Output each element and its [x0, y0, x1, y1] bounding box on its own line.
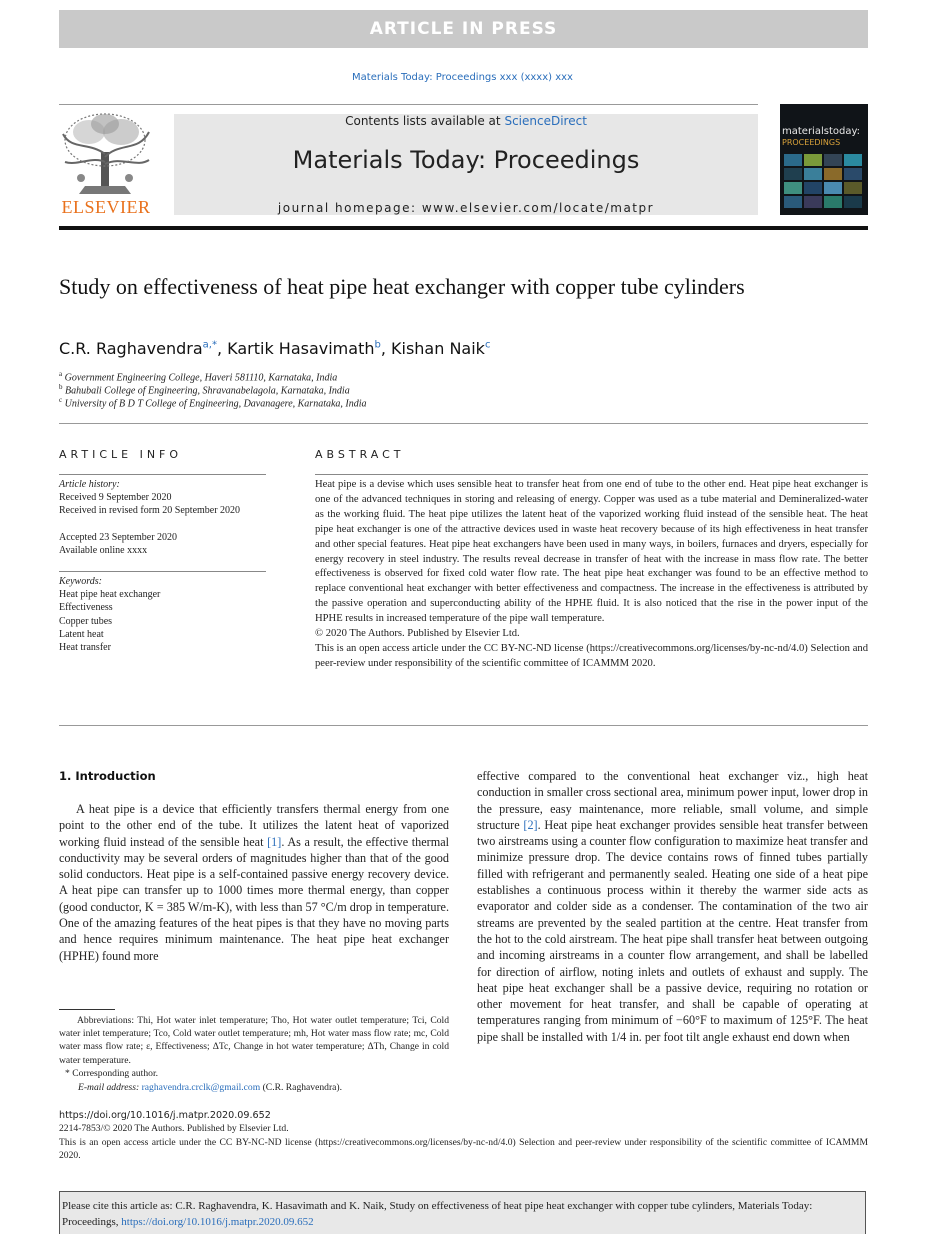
abstract-paragraph: Heat pipe is a devise which uses sensible heat to transfer heat from one end of tube to the other end. Heat pipe heat exchanger is one of the advanced techniques in storing and releasing of energy. Copper was used as a tube material and Demineralized-water as the working fluid. The heat pipe utilizes the latent heat of the vaporized working fluid instead of the sensible heat. The heat pipe heat exchanger is one of the attractive devices used in waste heat recovery because of its high effectiveness in heat transfer and other special features. Heat pipe heat exchangers have been used in many ways, in boilers, furnaces and dryers, especially for energy recovery in steel industry. The results reveal decrease in transfer of heat with the increase in mass flow rate. The better effectiveness is observed for fixed cold water flow rate. The heat pipe heat exchanger was found to be an effective method to replace conventional heat exchanger with better effectiveness and compactness. The increase in the effectiveness is attributed by the passive operation and superconducting ability of the HPHE fluid. It is also noticed that the rise in the power input of the HPHE results in increased temperature of the pipe wall temperature.: [315, 479, 868, 625]
article-info-rule: [59, 474, 266, 475]
journal-title: Materials Today: Proceedings: [292, 146, 640, 174]
citation-text: Please cite this article as: C.R. Raghavendra, K. Hasavimath and K. Naik, Study on effectiveness of heat pipe heat exchanger with copper tube cylinders, Materials Today: Proceedings,: [62, 1200, 813, 1228]
author-name[interactable]: Kishan Naik: [391, 339, 485, 358]
email-footnote: [78, 1081, 342, 1094]
affiliation-text: University of B D T College of Engineering, Davanagere, Karnataka, India: [64, 398, 367, 410]
affiliation-sup: c: [59, 396, 63, 404]
header-thick-rule: [59, 226, 868, 230]
cover-title: materialstoday:: [782, 126, 861, 137]
abstract-bottom-rule: [59, 725, 868, 726]
history-item: Received 9 September 2020: [59, 492, 172, 503]
article-info-heading: ARTICLE INFO: [59, 448, 183, 461]
issn-line: 2214-7853/© 2020 The Authors. Published by Elsevier Ltd.: [59, 1123, 289, 1134]
intro-paragraph-right: [477, 768, 868, 1045]
affiliation-sup: b: [59, 383, 63, 391]
abstract-body: [315, 478, 868, 672]
affiliation-text: Bahubali College of Engineering, Shravanabelagola, Karnataka, India: [65, 385, 350, 397]
keyword: Heat pipe heat exchanger: [59, 589, 161, 600]
citation-doi-link[interactable]: https://doi.org/10.1016/j.matpr.2020.09.652: [121, 1216, 314, 1228]
email-label: E-mail address:: [78, 1082, 140, 1093]
cover-grid-icon: [784, 154, 864, 210]
contents-line: [174, 114, 758, 128]
intro-text: effective compared to the conventional heat exchanger viz., high heat conduction in smaller cross sectional area, minimum power input, lower drop in the pressure, easy maintenance, more reliable, small volume, and simple structure: [477, 769, 868, 832]
keyword: Latent heat: [59, 629, 104, 640]
history-item: Accepted 23 September 2020: [59, 532, 178, 543]
journal-header: [174, 114, 758, 215]
doi-link[interactable]: https://doi.org/10.1016/j.matpr.2020.09.652: [59, 1110, 271, 1121]
author-name[interactable]: Kartik Hasavimath: [227, 339, 375, 358]
keyword: Heat transfer: [59, 642, 111, 653]
journal-reference-link[interactable]: Materials Today: Proceedings xxx (xxxx) xxx: [352, 72, 573, 83]
author-sup[interactable]: a,*: [202, 339, 217, 351]
affiliation: [59, 396, 367, 409]
author-name[interactable]: C.R. Raghavendra: [59, 339, 203, 358]
article-in-press-banner: ARTICLE IN PRESS: [59, 10, 868, 48]
keyword: Copper tubes: [59, 616, 113, 627]
journal-homepage[interactable]: journal homepage: www.elsevier.com/locate/matpr: [277, 201, 655, 215]
history-item: Received in revised form 20 September 2020: [59, 505, 241, 516]
citation-link-1[interactable]: [1]: [267, 834, 282, 849]
keywords-rule: [59, 571, 266, 572]
elsevier-logo: [59, 112, 153, 216]
title-bottom-rule: [59, 423, 868, 424]
author-list: C.R. Raghavendra$^{a,*}$, Kartik Hasavimath$^b$, Kishan Naik$^c$: [59, 339, 491, 358]
author-sup[interactable]: c: [484, 339, 491, 351]
abstract-heading: ABSTRACT: [315, 448, 405, 461]
keywords-label: Keywords:: [59, 576, 102, 587]
cover-subtitle: PROCEEDINGS: [782, 138, 841, 147]
intro-text: A heat pipe is a device that efficiently transfers thermal energy from one point to the other end of the tube. It utilizes the latent heat of vaporized working fluid instead of the sensible heat: [59, 802, 449, 849]
abstract-license: This is an open access article under the CC BY-NC-ND license (https://creativecommons.org/licenses/by-nc-nd/4.0) Selection and peer-review under responsibility of the scientific committee of ICAMMM 2020.: [315, 642, 868, 669]
intro-text: . Heat pipe heat exchanger provides sensible heat transfer between two airstreams using a counter flow configuration to maximize heat transfer and minimize pressure drop. The device contains rows of finned tubes partially filled with refrigerant and permanently sealed. Heating one side of a heat pipe establishes a continuous process within it thereby the warmer side acts as evaporator and colder side as a condenser. The contamination of the two air streams are prevented by the sealed partition at the centre. Heat transfer from the hot to the cold airstream. The heat pipe shall transfer heat between outgoing and incoming airstreams in a counter flow arrangement, and shall be labelled for direction of airflow, noting inlets and outlets of exhaust and supply. The heat pipe heat exchanger shall be a passive device, requiring no rotation or other movement for heat transfer, and shall be capable of operating at temperatures ranging from minimum of −60°F to maximum of 125°F. The heat pipe shall be installed with 1/4 in. per foot tilt angle exhaust end down when: [477, 817, 869, 1044]
sciencedirect-link[interactable]: ScienceDirect: [504, 114, 587, 128]
corresponding-text: Corresponding author.: [72, 1068, 159, 1079]
author-sup[interactable]: b: [374, 339, 381, 351]
abstract-copyright: © 2020 The Authors. Published by Elsevier Ltd.: [315, 628, 520, 640]
abstract-rule: [315, 474, 868, 475]
section-heading-introduction: 1. Introduction: [59, 769, 156, 783]
email-link[interactable]: raghavendra.crclk@gmail.com: [141, 1082, 261, 1093]
journal-cover: [780, 104, 868, 215]
license-line: This is an open access article under the CC BY-NC-ND license (https://creativecommons.org/licenses/by-nc-nd/4.0) Selection and peer-review under responsibility of the scientific committee of ICAMMM 2020.: [59, 1137, 868, 1162]
elsevier-wordmark: ELSEVIER: [61, 197, 151, 217]
corresponding-footnote: * Corresponding author.: [65, 1068, 159, 1079]
article-title: Study on effectiveness of heat pipe heat exchanger with copper tube cylinders: [59, 274, 745, 299]
history-label: Article history:: [59, 479, 120, 490]
abbreviations-footnote: Abbreviations: Thi, Hot water inlet temperature; Tho, Hot water outlet temperature; Tci, Cold water inlet temperature; Tco, Cold water outlet temperature; mh, Hot water mass flow rate; mc, Cold water mass flow rate; ε, Effectiveness; ΔTc, Change in hot water temperature; ΔTh, Change in cold water temperature.: [59, 1015, 449, 1066]
footnote-rule: [59, 1009, 115, 1010]
keyword: Effectiveness: [59, 602, 113, 613]
affiliation-text: Government Engineering College, Haveri 581110, Karnataka, India: [64, 372, 338, 384]
intro-text: . As a result, the effective thermal conductivity may be several orders of magnitudes higher than that of the good solid conductors. Heat pipe is a self-contained passive energy recovery device. A heat pipe can transfer up to 1000 times more thermal energy, than copper (good conductor, K = 385 W/m-K), with less than 57 °C/m drop in temperature. One of the amazing features of the heat pipes is that they have no moving parts and hence requires minimum maintenance. The heat pipe heat exchanger (HPHE) found more: [59, 834, 450, 963]
history-item: Available online xxxx: [59, 545, 148, 556]
affiliation: [59, 383, 350, 396]
intro-paragraph-left: [59, 801, 449, 964]
affiliation: [59, 370, 337, 383]
citation-link-2[interactable]: [2]: [523, 817, 538, 832]
email-owner: (C.R. Raghavendra).: [262, 1082, 342, 1093]
affiliation-sup: a: [59, 370, 63, 378]
contents-prefix: Contents lists available at: [345, 114, 501, 128]
header-top-rule: [59, 104, 758, 105]
citation-box: [59, 1191, 866, 1234]
